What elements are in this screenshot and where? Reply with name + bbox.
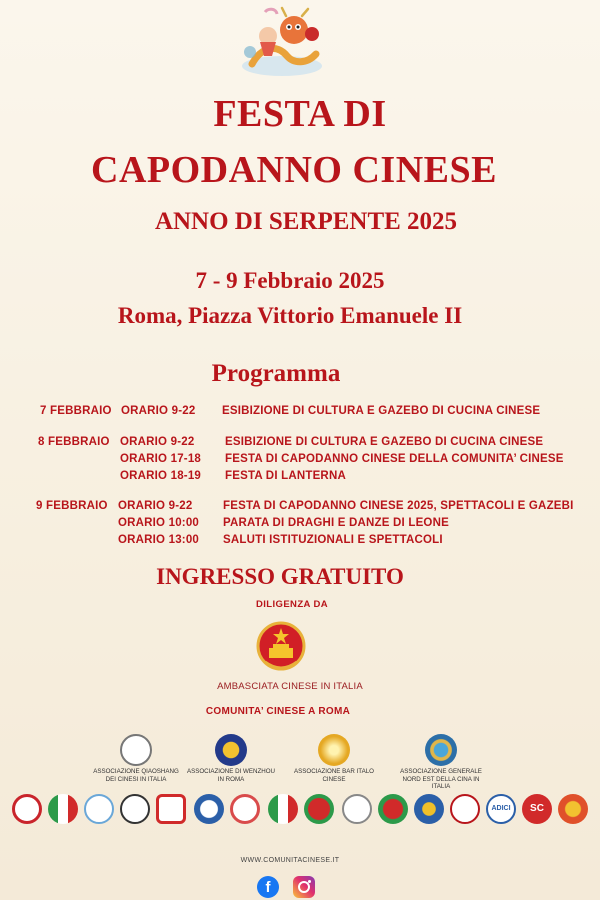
- schedule-row: [0, 453, 600, 467]
- schedule-row: [0, 500, 600, 514]
- partner-logo: [156, 794, 186, 824]
- partner-logo-adici: ADICI: [486, 794, 516, 824]
- facebook-icon[interactable]: f: [257, 876, 279, 898]
- poster-title-line1: FESTA DI: [213, 93, 387, 135]
- embassy-label: AMBASCIATA CINESE IN ITALIA: [217, 681, 363, 692]
- schedule-desc: SALUTI ISTITUZIONALI E SPETTACOLI: [223, 534, 443, 546]
- partner-logo: [120, 794, 150, 824]
- poster-subtitle: ANNO DI SERPENTE 2025: [154, 208, 458, 235]
- partner-logo: [342, 794, 372, 824]
- partner-logo-row: [6, 794, 596, 830]
- partner-logo: [84, 794, 114, 824]
- partner-logo: [558, 794, 588, 824]
- partner-logo: [268, 794, 298, 824]
- organizer-label: DILIGENZA DA: [255, 599, 328, 610]
- schedule-time: ORARIO 9-22: [118, 500, 193, 512]
- schedule-day: 8 FEBBRAIO: [38, 436, 110, 448]
- schedule-desc: FESTA DI CAPODANNO CINESE DELLA COMUNITA’ CINESE: [225, 453, 564, 465]
- partner-logo: [12, 794, 42, 824]
- event-dates: 7 - 9 Febbraio 2025: [195, 268, 385, 293]
- partner-logo: [450, 794, 480, 824]
- association-name: ASSOCIAZIONE BAR ITALO CINESE: [294, 768, 374, 783]
- free-entry-heading: INGRESSO GRATUITO: [156, 564, 404, 589]
- schedule-desc: FESTA DI CAPODANNO CINESE 2025, SPETTACOLI E GAZEBI: [223, 500, 574, 512]
- schedule-desc: FESTA DI LANTERNA: [225, 470, 346, 482]
- partner-logo: [48, 794, 78, 824]
- association-name: ASSOCIAZIONE DI WENZHOU IN ROMA: [186, 768, 275, 783]
- schedule-row: [0, 517, 600, 531]
- program-heading: Programma: [211, 360, 341, 387]
- schedule-row: [0, 534, 600, 548]
- schedule-desc: ESIBIZIONE DI CULTURA E GAZEBO DI CUCINA CINESE: [222, 405, 541, 417]
- partner-logo: [230, 794, 260, 824]
- association-logo: [186, 734, 276, 783]
- association-name: ASSOCIAZIONE QIAOSHANG DEI CINESI IN ITALIA: [93, 768, 179, 783]
- schedule-row: [0, 436, 600, 450]
- partner-logo: [414, 794, 444, 824]
- website-url[interactable]: WWW.COMUNITACINESE.IT: [240, 857, 340, 864]
- dragon-mascot-icon: [232, 6, 332, 80]
- national-emblem-icon: [255, 620, 307, 676]
- schedule-time: ORARIO 9-22: [121, 405, 196, 417]
- association-logo: [88, 734, 184, 783]
- association-logo: [394, 734, 488, 791]
- instagram-icon[interactable]: [293, 876, 315, 898]
- schedule-time: ORARIO 9-22: [120, 436, 195, 448]
- schedule-row: [0, 470, 600, 484]
- event-venue: Roma, Piazza Vittorio Emanuele II: [117, 303, 463, 328]
- schedule-desc: PARATA DI DRAGHI E DANZE DI LEONE: [223, 517, 449, 529]
- schedule-row: [0, 405, 600, 419]
- partner-logo: [194, 794, 224, 824]
- schedule-day: 7 FEBBRAIO: [40, 405, 112, 417]
- community-label: COMUNITA’ CINESE A ROMA: [205, 706, 351, 717]
- schedule-desc: ESIBIZIONE DI CULTURA E GAZEBO DI CUCINA CINESE: [225, 436, 544, 448]
- partner-logo: [378, 794, 408, 824]
- association-logo: [286, 734, 382, 783]
- poster-title-line2: CAPODANNO CINESE: [91, 149, 497, 191]
- partner-logo: [304, 794, 334, 824]
- schedule-time: ORARIO 18-19: [120, 470, 202, 482]
- schedule-time: ORARIO 17-18: [120, 453, 202, 465]
- schedule-time: ORARIO 13:00: [118, 534, 200, 546]
- partner-logo-sc: SC: [522, 794, 552, 824]
- schedule-time: ORARIO 10:00: [118, 517, 200, 529]
- schedule-day: 9 FEBBRAIO: [36, 500, 108, 512]
- association-name: ASSOCIAZIONE GENERALE NORD EST DELLA CINA IN ITALIA: [400, 768, 482, 790]
